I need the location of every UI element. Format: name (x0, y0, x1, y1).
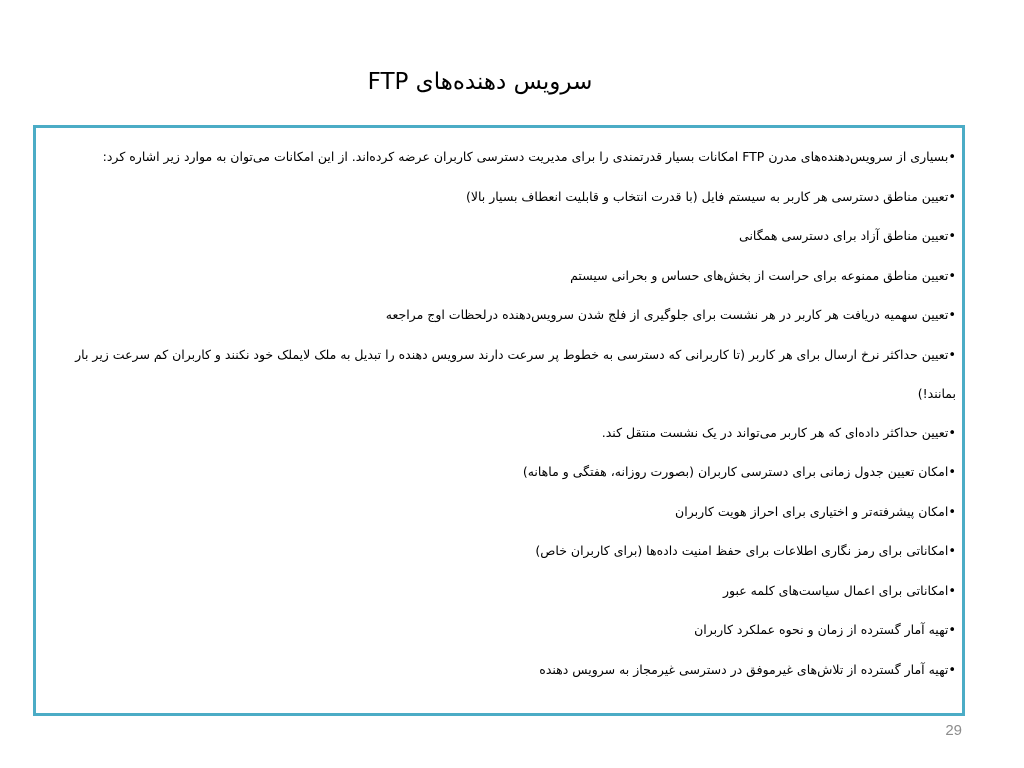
bullet-text: تعیین مناطق آزاد برای دسترسی همگانی (739, 228, 949, 243)
bullet-text: امکاناتی برای رمز نگاری اطلاعات برای حفظ امنیت داده‌ها (برای کاربران خاص) (535, 543, 949, 558)
bullet-text: امکان پیشرفته‌تر و اختیاری برای احراز هویت کاربران (675, 503, 949, 519)
bullet-text: تهیه آمار گسترده از زمان و نحوه عملکرد کاربران (694, 622, 949, 637)
content-box (33, 125, 965, 716)
bullet-text: تهیه آمار گسترده از تلاش‌های غیرموفق در دسترسی غیرمجاز به سرویس دهنده (539, 661, 949, 677)
bullet-icon: • (948, 189, 956, 205)
bullet-text: بسیاری از سرویس‌دهنده‌های مدرن FTP امکانات بسیار قدرتمندی را برای مدیریت دسترسی کاربران عرضه کرده‌اند. از این امکانات می‌توان به موارد زیر اشاره کرد: (102, 149, 949, 164)
bullet-item (46, 651, 956, 691)
bullet-item (46, 217, 956, 257)
bullet-item (46, 257, 956, 297)
bullet-item (46, 336, 956, 414)
bullet-icon: • (948, 465, 956, 480)
bullet-text: تعیین حداکثر نرخ ارسال برای هر کاربر (تا کاربرانی که دسترسی به خطوط پر سرعت دارند سرویس دهنده را تبدیل به ملک لایملک خود نکنند و کاربران کم سرعت زیر بار بمانند!) (75, 346, 956, 401)
bullet-item (46, 414, 956, 454)
bullet-item (46, 138, 956, 178)
page-number: 29 (945, 722, 962, 739)
bullet-item (46, 453, 956, 493)
bullet-list (36, 128, 962, 690)
bullet-icon: • (948, 504, 956, 520)
bullet-text: تعیین مناطق دسترسی هر کاربر به سیستم فایل (با قدرت انتخاب و قابلیت انعطاف بسیار بالا) (465, 188, 949, 204)
bullet-icon: • (948, 308, 956, 323)
bullet-text: تعیین حداکثر داده‌ای که هر کاربر می‌تواند در یک نشست منتقل کند. (601, 424, 949, 440)
bullet-item (46, 178, 956, 218)
bullet-icon: • (948, 268, 956, 284)
bullet-item (46, 611, 956, 651)
bullet-item (46, 532, 956, 572)
bullet-icon: • (948, 347, 956, 363)
bullet-icon: • (948, 229, 956, 244)
bullet-icon: • (948, 425, 956, 441)
bullet-text: امکان تعیین جدول زمانی برای دسترسی کاربران (بصورت روزانه، هفتگی و ماهانه) (522, 464, 949, 479)
bullet-icon: • (948, 623, 956, 638)
bullet-icon: • (948, 583, 956, 599)
bullet-text: تعیین سهمیه دریافت هر کاربر در هر نشست برای جلوگیری از فلج شدن سرویس‌دهنده درلحظات اوج مراجعه (385, 307, 949, 322)
bullet-item (46, 296, 956, 336)
bullet-icon: • (948, 662, 956, 678)
bullet-item (46, 572, 956, 612)
bullet-text: امکاناتی برای اعمال سیاست‌های کلمه عبور (722, 582, 949, 598)
bullet-icon: • (948, 544, 956, 559)
bullet-icon: • (948, 150, 956, 165)
bullet-item (46, 493, 956, 533)
bullet-text: تعیین مناطق ممنوعه برای حراست از بخش‌های حساس و بحرانی سیستم (570, 267, 949, 283)
slide-title: سرویس دهنده‌های FTP (367, 69, 593, 95)
